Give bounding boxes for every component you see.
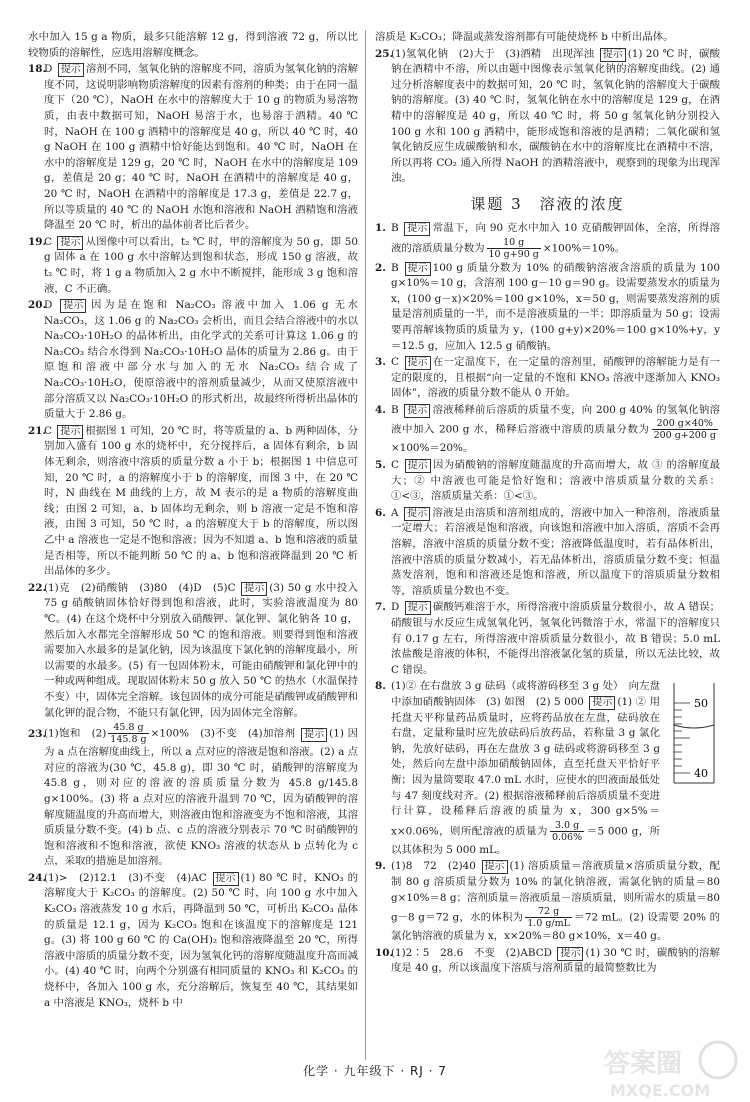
hint-label: 提示 bbox=[589, 696, 615, 710]
left-intro: 水中加入 15 g a 物质，最多只能溶解 12 g，得到溶液 72 g，所以比较物质的溶解性，应选用溶解度概念。 bbox=[28, 31, 358, 59]
fraction-numerator: 45.8 g bbox=[108, 722, 148, 734]
answer-number: 23. bbox=[28, 727, 47, 740]
page-footer: 化学 · 九年级下 · RJ · 7 bbox=[303, 1064, 447, 1078]
hint-label: 提示 bbox=[557, 947, 583, 961]
answer-number: 21. bbox=[28, 424, 47, 437]
answer-number: 9. bbox=[375, 860, 386, 873]
answer-item bbox=[375, 355, 720, 402]
section-title: 课题 3 溶液的浓度 bbox=[470, 194, 625, 213]
cylinder-scale-label: 40 bbox=[694, 767, 708, 781]
answer-number: 18. bbox=[28, 63, 47, 76]
answer-item bbox=[375, 506, 720, 600]
fraction-denominator: 1.0 g/mL bbox=[527, 918, 570, 930]
answer-item bbox=[375, 221, 720, 260]
column-divider bbox=[365, 30, 366, 1060]
explanation-text: (1) 溶质质量＝溶液质量×溶质质量分数，配制 80 g 溶质质量分数为 10% 的氯化钠溶液，需氯化钠的质量＝80 g×10%＝8 g；溶剂质量＝溶液质量－溶质质量，则所需水的质量＝80 g－8 g＝72 g，水的体积为 bbox=[391, 860, 720, 924]
fraction bbox=[487, 237, 541, 260]
right-answer-list bbox=[375, 221, 720, 977]
explanation-text: 因为硝酸钠的溶解度随温度的升高而增大，故 ③ 的溶解度最大；② 中溶液也可能是恰好饱和；溶液中溶质质量分数的关系：①<③，溶质质量关系：①<③。 bbox=[391, 459, 720, 503]
answer-number: 8. bbox=[375, 680, 386, 693]
explanation-tail: ＝72 mL。(2) 设需要 20% 的氯化钠溶液的质量为 x，x×20%＝80 g×10%，x＝40 g。 bbox=[391, 911, 720, 943]
hint-label: 提示 bbox=[213, 872, 239, 886]
fraction-numerator: 10 g bbox=[487, 237, 541, 249]
explanation-tail: ×100%＝20%。 bbox=[391, 442, 474, 455]
answer-choice: B bbox=[391, 261, 399, 274]
answer-choice: C bbox=[391, 356, 399, 369]
hint-label: 提示 bbox=[404, 404, 430, 418]
answer-item bbox=[28, 581, 358, 721]
explanation-text: 根据图 1 可知，20 ℃ 时，将等质量的 a、b 两种固体，分别加入盛有 100 g 水的烧杯中，充分搅拌后，a 固体有剩余，b 固体无剩余，则溶液中溶质的质量分数 a 小于 b；根据图 1 中信息可知，20 ℃ 时，a 的溶解度小于 b 的溶解度，而图 3 中，在 20 ℃ 时，N 曲线在 M 曲线的上方，故 M 表示的是 a 物质的溶解度曲线；由图 2 可知，a、b 固体均无剩余，则 b 溶液一定是不饱和溶液，由图 3 可知，50 ℃ 时，a 的溶解度大于 b 的溶解度，所以图乙中 a 溶液也一定是不饱和溶液；因为不知道 a、b 饱和溶液的质量是否相等，所以不能判断 50 ℃ 的 a、b 饱和溶液降温到 20 ℃ 析出晶体的多少。 bbox=[44, 424, 358, 578]
explanation-text: 碳酸钙难溶于水，所得溶液中溶质质量分数很小，故 A 错误；硝酸银与水反应生成氢氧化钙，氢氧化钙微溶于水，常温下的溶解度只有 0.17 g 左右，所得溶液中溶质质量分数很小，故 B 错误；5.0 mL 浓盐酸是溶液的体积，不能得出溶液氯化氢的质量，所以无法比较，故 C 错误。 bbox=[391, 601, 720, 676]
hint-label: 提示 bbox=[405, 459, 431, 473]
explanation-text: (1) ② 用托盘天平称量药品质量时，应将药品放在左盘，砝码放在右盘，定量称量时应先放砝码后放药品，若称量 3 g 氯化钠，先放好砝码，再在左盘放 3 g 砝码或将游码移至 3 g 处，然后向左盘中添加硝酸钠固体，直至托盘天平恰好平衡；因为量筒要取 47.0 mL 水时，应使水的凹液面最低处与 47 刻度线对齐。(2) 根据溶液稀释前后溶质质量不变进行计算，设稀释后溶液的质量为 x，300 g×5%＝x×0.06%，则所配溶液的质量为 bbox=[391, 695, 660, 838]
explanation-tail: ＝5 000 g，所以其体积为 5 000 mL。 bbox=[391, 825, 660, 856]
explanation-text: 溶液稀释前后溶质的质量不变，向 200 g 40% 的氢氧化钠溶液中加入 200 g 水，稀释后溶液中溶质的质量分数为 bbox=[391, 403, 720, 436]
answer-number: 19. bbox=[28, 235, 47, 248]
answer-choice: C bbox=[44, 235, 52, 248]
answer-choice: D bbox=[391, 601, 400, 614]
svg-text:MXQE.COM: MXQE.COM bbox=[610, 1081, 711, 1100]
explanation-text: (1) 因为 a 点在溶解度曲线上，所以 a 点对应的溶液是饱和溶液。(2) a 点对应的溶液为(30 ℃，45.8 g)，即 30 ℃ 时，硝酸钾的溶解度为 45.8 g，则对应的溶液的溶质质量分数为 45.8 g/145.8 g×100%。(3) 将 a 点对应的溶液升温到 70 ℃，因为硝酸钾的溶解度随温度的升高而增大，则溶液由饱和溶液变为不饱和溶液，其溶质质量分数不变。(4) b 点、c 点的溶液分别表示 70 ℃ 时硝酸钾的饱和溶液和不饱和溶液，欲使 KNO₃ 溶液的状态从 b 点转化为 c 点，采取的措施是加溶剂。 bbox=[44, 727, 358, 868]
answer-number: 2. bbox=[375, 261, 386, 274]
fraction-denominator: 200 g+200 g bbox=[653, 430, 716, 442]
explanation-text: 溶液是由溶质和溶剂组成的，溶液中加入一种溶剂，溶液质量一定增大；若溶液是饱和溶液，向该饱和溶液中加入溶质，溶质不会再溶解，溶液中溶质的质量分数不变；溶液降低温度时，若有晶体析出，溶液中溶质的质量分数减小，若无晶体析出，溶质质量分数不变；恒温蒸发溶剂，饱和和溶液还是饱和溶液，所以温度下的溶质质量分数相等，溶质质量分数也不变。 bbox=[391, 506, 720, 597]
fraction bbox=[652, 418, 718, 441]
hint-label: 提示 bbox=[405, 356, 431, 370]
explanation-text: 100 g 质量分数为 10% 的硝酸钠溶液含溶质的质量为 100 g×10%＝10 g，含溶剂 100 g－10 g＝90 g。设需要蒸发水的质量为 x，(100 g－x)×20%＝100 g×10%，x＝50 g，则需要蒸发溶剂的质量是溶剂质量的一半，而不是溶液质量的一半；即溶质量为 50 g；设需要再溶解该物质的质量为 y，(100 g+y)×20%＝100 g×10%+y，y＝12.5 g，应加入 12.5 g 硝酸钠。 bbox=[391, 261, 720, 352]
fraction-denominator: 145.8 g bbox=[110, 734, 147, 746]
cylinder-scale-label: 50 bbox=[694, 697, 708, 711]
answer-choice: (1)② 在右盘放 3 g 砝码（或将游码移至 3 g 处） 向左盘中添加硝酸钠固体 (3) 如图 (2) 5 000 bbox=[391, 680, 660, 708]
answer-item bbox=[375, 47, 720, 187]
answer-item bbox=[28, 62, 358, 234]
answer-item bbox=[375, 946, 720, 977]
hint-label: 提示 bbox=[404, 222, 430, 236]
hint-label: 提示 bbox=[405, 262, 431, 276]
answer-choice: A bbox=[391, 506, 399, 519]
answer-choice: C bbox=[44, 424, 52, 437]
fraction bbox=[108, 722, 148, 745]
fraction bbox=[525, 906, 572, 929]
answer-choice: (1)2∶5 28.6 不变 (2)ABCD bbox=[391, 946, 552, 959]
answer-number: 7. bbox=[375, 601, 386, 614]
left-answer-list bbox=[28, 62, 358, 1011]
answer-number: 24. bbox=[28, 871, 47, 884]
fraction-numerator: 200 g×40% bbox=[652, 418, 718, 430]
left-column bbox=[28, 30, 358, 1062]
fraction-denominator: 0.06% bbox=[551, 831, 583, 843]
answer-item bbox=[375, 600, 720, 678]
hint-label: 提示 bbox=[57, 425, 83, 439]
right-intro: 溶质是 K₂CO₃；降温或蒸发溶剂都有可能使烧杯 b 中析出晶体。 bbox=[375, 31, 674, 43]
explanation-text: (3) 50 g 水中投入 75 g 硝酸钠固体恰好得到饱和溶液，此时，实验溶液温度为 80 ℃。(4) 在这个烧杯中分别放入硝酸钾、氯化钾、氯化钠各 10 g，然后加入水都完全溶解形成 50 ℃ 的饱和溶液。则要得到饱和溶液需要加入水最多的是氯化钠，因为该温度下氯化钠的溶解度最小，所以需要的水最多。(5) 有一包固体粉末，可能由硝酸钾和氯化钾中的一种或两种组成。现取固体粉末 50 g 放入 50 ℃ 的热水（水温保持不变）中，固体完全溶解。该包固体的成分可能是硝酸钾或硝酸钾和氯化钾的混合物，不能只有氯化钾，因为固体完全溶解。 bbox=[44, 581, 358, 719]
answer-number: 25. bbox=[375, 47, 394, 60]
hint-label: 提示 bbox=[482, 860, 508, 874]
hint-label: 提示 bbox=[405, 601, 431, 615]
answer-item bbox=[28, 298, 358, 423]
answer-number: 1. bbox=[375, 221, 386, 234]
fraction-denominator: 10 g+90 g bbox=[488, 248, 539, 260]
answer-number: 3. bbox=[375, 356, 386, 369]
answer-item bbox=[375, 403, 720, 457]
answer-choice: C bbox=[391, 459, 399, 472]
svg-text:答案圈: 答案圈 bbox=[604, 1049, 683, 1079]
hint-label: 提示 bbox=[57, 236, 83, 250]
right-column bbox=[375, 30, 720, 1062]
answer-item bbox=[28, 871, 358, 1011]
answer-choice: B bbox=[391, 403, 399, 416]
explanation-text: 因为是在饱和 Na₂CO₃ 溶液中加入 1.06 g 无水 Na₂CO₃，这 1.06 g 的 Na₂CO₃ 会析出，而且会结合溶液中的水以 Na₂CO₃·10H₂O 的晶体析出，由化学式的关系可计算这 1.06 g 的 Na₂CO₃ 结合水得到 Na₂CO₃·10H₂O 晶体的质量为 2.86 g。由于原饱和溶液中部分水与加入的无水 Na₂CO₃ 结合成了 Na₂CO₃·10H₂O，使原溶液中的溶剂质量减少，从而又使原溶液中部分溶质又以 Na₂CO₃·10H₂O 的形式析出，故最终所得析出晶体的质量大于 2.86 g。 bbox=[44, 299, 358, 421]
answer-number: 6. bbox=[375, 506, 386, 519]
explanation-text: (1) 30 ℃ 时，碳酸钠的溶解度是 40 g，所以该温度下溶质与溶剂质量的最简整数比为 bbox=[391, 946, 720, 975]
answer-item bbox=[375, 458, 720, 505]
fraction-numerator: 3.0 g bbox=[550, 820, 584, 832]
answer-number: 5. bbox=[375, 459, 386, 472]
answer-choice: D bbox=[44, 299, 53, 312]
answer-choice: (1)> (2)12.1 (3)不变 (4)AC bbox=[44, 871, 207, 884]
hint-label: 提示 bbox=[241, 582, 267, 596]
explanation-text: 从图像中可以看出，t₂ ℃ 时，甲的溶解度为 50 g，即 50 g 固体 a 在 100 g 水中溶解达到饱和状态，形成 150 g 溶液，故 t₂ ℃ 时，将 1 g a 物质加入 2 g 水中不断搅拌，能形成 3 g 饱和溶液，C 不正确。 bbox=[44, 235, 358, 295]
hint-label: 提示 bbox=[404, 507, 430, 521]
answer-number: 20. bbox=[28, 299, 47, 312]
explanation-text: (1) 20 ℃ 时，碳酸钠在酒精中不溶，所以由题中图像表示氢氧化钠的溶解度曲线。(2) 通过分析溶解度表中的数据可知，20 ℃ 时，氢氧化钠的溶解度大于碳酸钠的溶解度。(3) 40 ℃ 时，氢氧化钠在水中的溶解度是 129 g，在酒精中的溶解度是 40 g，所以 40 ℃ 时，将 50 g 氢氧化钠分别投入 100 g 水和 100 g 酒精中，能形成饱和溶液的是酒精；二氧化碳和氢氧化钠反应生成碳酸钠和水，碳酸钠在水中的溶解度比在酒精中不溶，所以再将 CO₂ 通入所得 NaOH 的酒精溶液中，观察到的现象为出现浑浊。 bbox=[391, 47, 720, 185]
answer-choice: (1)饱和 (2) bbox=[44, 727, 107, 740]
fraction bbox=[550, 820, 584, 843]
explanation-text: 在一定温度下，在一定量的溶剂里，硝酸钾的溶解能力是有一定的限度的，且根据“向一定量的不饱和 KNO₃ 溶液中逐渐加入 KNO₃ 固体”，溶液的质量分数不能从 0 开始。 bbox=[391, 356, 720, 400]
explanation-text: 溶剂不同，氢氧化钠的溶解度不同，溶质为氢氧化钠的溶解度不同，这说明影响物质溶解度的因素有溶剂的种类；由于在同一温度下（20 ℃），NaOH 在水中的溶解度大于 10 g 的物质为易溶物质，由表中数据可知，NaOH 易溶于水，也易溶于酒精。40 ℃ 时，NaOH 在 100 g 酒精中的溶解度是 40 g，所以 40 ℃ 时，40 g NaOH 在 100 g 酒精中恰好能达到饱和。40 ℃ 时，NaOH 在水中的溶解度是 129 g，20 ℃ 时，NaOH 在水中的溶解度是 109 g，差值是 20 g；40 ℃ 时，NaOH 在酒精中的溶解度是 40 g，20 ℃ 时，NaOH 在酒精中的溶解度是 17.3 g，差值是 22.7 g，所以等质量的 40 ℃ 的 NaOH 水饱和溶液和 NaOH 酒精饱和溶液降温至 20 ℃ 时，析出的晶体前者比后者少。 bbox=[44, 63, 358, 232]
right-answer-list-top bbox=[375, 47, 720, 187]
answer-item bbox=[28, 235, 358, 297]
answer-choice: (1)氢氧化钠 (2)大于 (3)酒精 出现浑浊 bbox=[391, 47, 595, 60]
answer-number: 10. bbox=[375, 946, 394, 959]
hint-label: 提示 bbox=[600, 48, 626, 62]
hint-label: 提示 bbox=[58, 63, 84, 77]
hint-label: 提示 bbox=[60, 299, 86, 313]
watermark-logo bbox=[600, 1038, 750, 1102]
explanation-text: 常温下，向 90 克水中加入 10 克硝酸钾固体，全溶，所得溶液的溶质质量分数为 bbox=[391, 221, 720, 255]
answer-choice: (1)克 (2)硝酸钠 (3)80 (4)D (5)C bbox=[44, 581, 236, 594]
graduated-cylinder-figure bbox=[662, 679, 720, 787]
answer-item bbox=[28, 722, 358, 870]
answer-item bbox=[28, 424, 358, 580]
answer-choice: B bbox=[391, 221, 399, 234]
answer-item bbox=[375, 679, 720, 858]
answer-choice-tail: ×100% (3)不变 (4)加溶剂 bbox=[150, 727, 296, 740]
answer-number: 4. bbox=[375, 403, 386, 416]
answer-choice: D bbox=[44, 63, 53, 76]
hint-label: 提示 bbox=[301, 728, 327, 742]
answer-number: 22. bbox=[28, 581, 47, 594]
answer-item bbox=[375, 261, 720, 355]
explanation-text: (1) 80 ℃ 时，KNO₃ 的溶解度大于 K₂CO₃ 的溶解度。(2) 50 ℃ 时，向 100 g 水中加入 K₂CO₃ 溶液蒸发 10 g 水后，再降温到 50 ℃，可析出 K₂CO₃ 晶体的质量是 12.1 g，因为 K₂CO₃ 饱和在该温度下的溶解度是 121 g。(3) 将 100 g 60 ℃ 的 Ca(OH)₂ 饱和溶液降温至 20 ℃，所得溶液中溶质的质量分数不变，因为氢氧化钙的溶解度随温度升高而减小。(4) 40 ℃ 时，向两个分别盛有相同质量的 KNO₃ 和 K₂CO₃ 的烧杯中，各加入 100 g 水，充分溶解后，恢复至 40 ℃，其结果如 a 中溶液是 KNO₃，烧杯 b 中 bbox=[44, 871, 358, 1009]
answer-item bbox=[375, 859, 720, 944]
answer-choice: (1)8 72 (2)40 bbox=[391, 860, 476, 873]
fraction-numerator: 72 g bbox=[525, 906, 572, 918]
explanation-tail: ×100%＝10%。 bbox=[542, 242, 626, 255]
